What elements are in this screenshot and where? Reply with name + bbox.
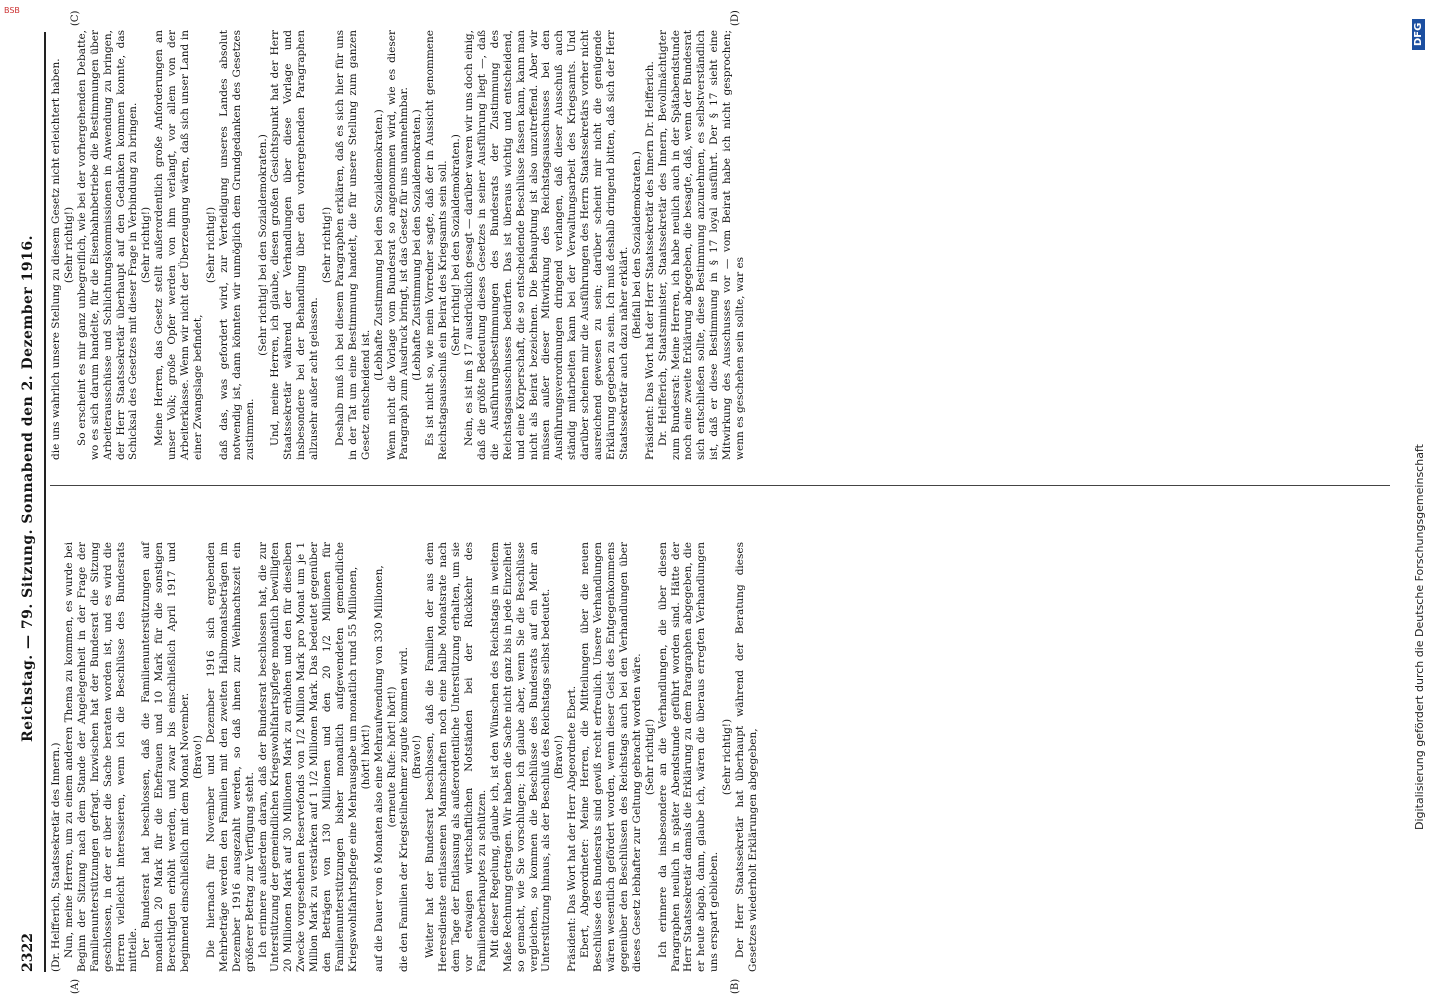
margin-marker-a: (A) (70, 978, 81, 994)
paragraph: daß das, was gefordert wird, zur Verteidigung unseres Landes absolut notwendig ist, dann könnten wir unmöglich dem Grundgedanken des Gesetzes zustimmen. (217, 30, 256, 460)
column-divider (50, 485, 1390, 486)
paragraph: So erscheint es mir ganz unbegreiflich, wie bei der vorhergehenden Debatte, wo es sich darum handelte, für die Eisenbahnbetriebe die Bestimmungen über Arbeiterausschüsse und Schlichtungskommissionen in Anwendung zu bringen, der Herr Staatssekretär überhaupt auf den Gedanken kommen konnte, das Schicksal des Gesetzes mit dieser Frage in Verbindung zu bringen. (75, 30, 140, 460)
paragraph: Deshalb muß ich bei diesem Paragraphen erklären, daß es sich hier für uns in der Tat um eine Bestimmung handelt, die für unsere Stellung zum ganzen Gesetz entscheidend ist. (333, 30, 372, 460)
paragraph: (erneute Rufe: hört! hört!) (385, 686, 398, 828)
margin-marker-d: (D) (730, 10, 741, 26)
paragraph: Nein, es ist im § 17 ausdrücklich gesagt — darüber waren wir uns doch einig, daß die größte Bedeutung dieses Gesetzes in seiner Ausführung liegt —, daß die Ausführungsbestimmungen des Bundesrats der Zustimmung des Reichstagsausschusses bedürfen. Das ist überaus wichtig und entscheidend, und eine Körperschaft, die so entscheidende Beschlüsse fassen kann, kann man nicht als Beirat bezeichnen. Die Behauptung ist also unzutreffend. Aber wir müssen außer dieser Mitwirkung des Reichstagsausschusses bei den Ausführungsverordnungen dringend verlangen, daß dieser Ausschuß auch ständig mitarbeiten kann bei der Verwaltungsarbeit des Kriegsamts. Und darüber scheinen mir die Ausführungen des Herrn Staatssekretärs vorher nicht ausreichend gewesen zu sein; darüber scheint mir nicht die genügende Erklärung gegeben zu sein. Ich muß deshalb dringend bitten, daß sich der Herr Staatssekretär auch dazu näher erklärt. (463, 30, 630, 460)
paragraph: Nun, meine Herren, um zu einem anderen Thema zu kommen, es wurde bei Beginn der Sitzung nach dem Stande der Angelegenheit in der Frage der Familienunterstützungen gefragt. Inzwischen hat der Bundesrat die Sitzung geschlossen, in der er über die Sache beraten worden ist, und es wird die Herren vielleicht interessieren, wenn ich die Beschlüsse des Bundesrats mitteile. (62, 542, 140, 972)
paragraph: (Sehr richtig!) (643, 718, 656, 796)
page-number: 2322 (20, 933, 36, 972)
paragraph: Der Bundesrat hat beschlossen, daß die Familienunterstützungen auf monatlich 20 Mark für die Ehefrauen und 10 Mark für die sonstigen Berechtigten erhöht werden, und zwar bis einschließlich April 1917 und beginnend einschließlich mit dem Monat November. (140, 542, 192, 972)
paragraph: Die hiernach für November und Dezember 1916 sich ergebenden Mehrbeträge werden den Familien mit den zweiten Halbmonatsbeträgen im Dezember 1916 ausgezahlt werden, so daß ihnen zur Weihnachtszeit ein größerer Betrag zur Verfügung steht. (204, 542, 256, 972)
paragraph: Der Herr Staatssekretär hat überhaupt während der Beratung dieses Gesetzes wiederholt Erklärungen abgegeben, (734, 542, 759, 972)
paragraph: (Lebhafte Zustimmung bei den Sozialdemokraten.) (372, 109, 385, 381)
right-column (50, 30, 747, 460)
paragraph: die den Familien der Kriegsteilnehmer zugute kommen wird. (398, 647, 411, 972)
paragraph: Und, meine Herren, ich glaube, diesen großen Gesichtspunkt hat der Herr Staatssekretär während der Verhandlungen über diese Vorlage und insbesondere bei der Behandlung über den vorhergehenden Paragraphen allzusehr außer acht gelassen. (269, 30, 321, 460)
paragraph: Meine Herren, das Gesetz stellt außerordentlich große Anforderungen an unser Volk; große Opfer werden von ihm verlangt, vor allem von der Arbeiterklasse. Wenn wir nicht der Überzeugung wären, daß sich unser Land in einer Zwangslage befindet, (153, 30, 204, 460)
margin-marker-c: (C) (70, 10, 81, 26)
paragraph: Ebert, Abgeordneter: Meine Herren, die Mitteilungen über die neuen Beschlüsse des Bundesrats sind gewiß recht erfreulich. Unsere Verhandlungen wären wesentlich gefördert worden, wenn dieser Geist des Entgegenkommens gegenüber den Beschlüssen des Reichstags auch bei den Verhandlungen über dieses Gesetz lebhafter zur Geltung gebracht worden wäre. (579, 542, 643, 972)
paragraph: Es ist nicht so, wie mein Vorredner sagte, daß der in Aussicht genommene Reichstagsausschuß ein Beirat des Kriegsamts sein soll. (424, 30, 450, 460)
paragraph: (Sehr richtig!) (62, 206, 75, 284)
running-title: Reichstag. — 79. Sitzung. Sonnabend den 2. Dezember 1916. (20, 234, 36, 742)
paragraph: (Sehr richtig!) (204, 206, 217, 284)
paragraph: (Lebhafte Zustimmung bei den Sozialdemokraten.) (411, 109, 424, 381)
paragraph: Mit dieser Regelung, glaube ich, ist den Wünschen des Reichstags in weitem Maße Rechnung getragen. Wir haben die Sache nicht ganz bis in jede Einzelheit so gemacht, wie Sie vorschlugen; ich glaube aber, wenn Sie die Beschlüsse vergleichen, so kommen die Beschlüsse des Bundesrats auf ein Mehr an Unterstützung hinaus, als der Beschluß des Reichstags selbst bedeutet. (488, 542, 553, 972)
paragraph: (Dr. Helfferich, Staatssekretär des Innern.) (50, 742, 62, 972)
paragraph: die uns wahrlich unsere Stellung zu diesem Gesetz nicht erleichtert haben. (50, 58, 62, 460)
paragraph: Weiter hat der Bundesrat beschlossen, daß die Familien der aus dem Heeresdienste entlassenen Mannschaften noch eine halbe Monatsrate nach dem Tage der Entlassung als außerordentliche Unterstützung erhalten, um sie vor etwaigen wirtschaftlichen Notständen bei der Rückkehr des Familienoberhauptes zu schützen. (424, 542, 488, 972)
paragraph: (Sehr richtig!) (321, 206, 334, 284)
digitization-watermark: Digitalisierung gefördert durch die Deutsche Forschungsgemeinschaft (1413, 444, 1426, 830)
paragraph: Ich erinnere da insbesondere an die Verhandlungen, die über diesen Paragraphen neulich in später Abendstunde geführt worden sind. Hätte der Herr Staatssekretär damals die Erklärung zu dem Paragraphen abgegeben, die er heute abgab, dann, glaube ich, wären die überaus erregten Verhandlungen uns erspart geblieben. (656, 542, 721, 972)
page-header (20, 32, 44, 972)
paragraph: (Bravo!) (553, 735, 566, 779)
left-column (50, 542, 760, 972)
paragraph: Dr. Helfferich, Staatsminister, Staatssekretär des Innern, Bevollmächtigter zum Bundesrat: Meine Herren, ich habe neulich auch in der Spätabendstunde noch eine zweite Erklärung abgegeben, die besagte, daß, wenn der Bundesrat sich entschließen sollte, diese Bestimmung anzunehmen, es selbstverständlich ist, daß er diese Bestimmung in § 17 loyal ausführt. Der § 17 sieht eine Mitwirkung des Ausschusses vor — vom Beirat habe ich nicht gesprochen; wenn es geschehen sein sollte, war es (656, 30, 747, 460)
header-rule (44, 32, 46, 972)
paragraph: Präsident: Das Wort hat der Herr Staatssekretär des Innern Dr. Helfferich. (643, 61, 656, 460)
paragraph: Präsident: Das Wort hat der Herr Abgeordnete Ebert. (566, 685, 579, 972)
paragraph: auf die Dauer von 6 Monaten also eine Mehraufwendung von 330 Millionen, (372, 565, 385, 972)
paragraph: (Bravo!) (191, 735, 204, 779)
paragraph: (hört! hört!) (359, 724, 372, 790)
paragraph: (Sehr richtig! bei den Sozialdemokraten.) (256, 134, 269, 356)
library-stamp: BSB (4, 6, 20, 15)
paragraph: (Sehr richtig!) (721, 718, 734, 796)
paragraph: (Bravo!) (411, 735, 424, 779)
paragraph: (Beifall bei den Sozialdemokraten.) (630, 151, 643, 339)
paragraph: Wenn nicht die Vorlage vom Bundesrat so angenommen wird, wie es dieser Paragraph zum Ausdruck bringt, ist das Gesetz für uns unannehmbar. (385, 30, 411, 460)
paragraph: Ich erinnere außerdem daran, daß der Bundesrat beschlossen hat, die zur Unterstützung der gemeindlichen Kriegswohlfahrtspflege monatlich bewilligten 20 Millionen Mark auf 30 Millionen Mark zu erhöhen und den für dieselben Zwecke vorgesehenen Reservefonds von 1/2 Million Mark pro Monat um je 1 Million Mark zu verstärken auf 1 1/2 Millionen Mark. Das bedeutet gegenüber den Beträgen von 130 Millionen und den 20 1/2 Millionen für Familienunterstützungen bisher monatlich aufgewendeten gemeindliche Kriegswohlfahrtspflege eine Mehrausgabe um monatlich rund 55 Millionen, (256, 542, 359, 972)
margin-marker-b: (B) (730, 978, 741, 994)
dfg-logo: DFG (1412, 19, 1425, 50)
paragraph: (Sehr richtig! bei den Sozialdemokraten.) (450, 134, 463, 356)
paragraph: (Sehr richtig!) (140, 206, 153, 284)
